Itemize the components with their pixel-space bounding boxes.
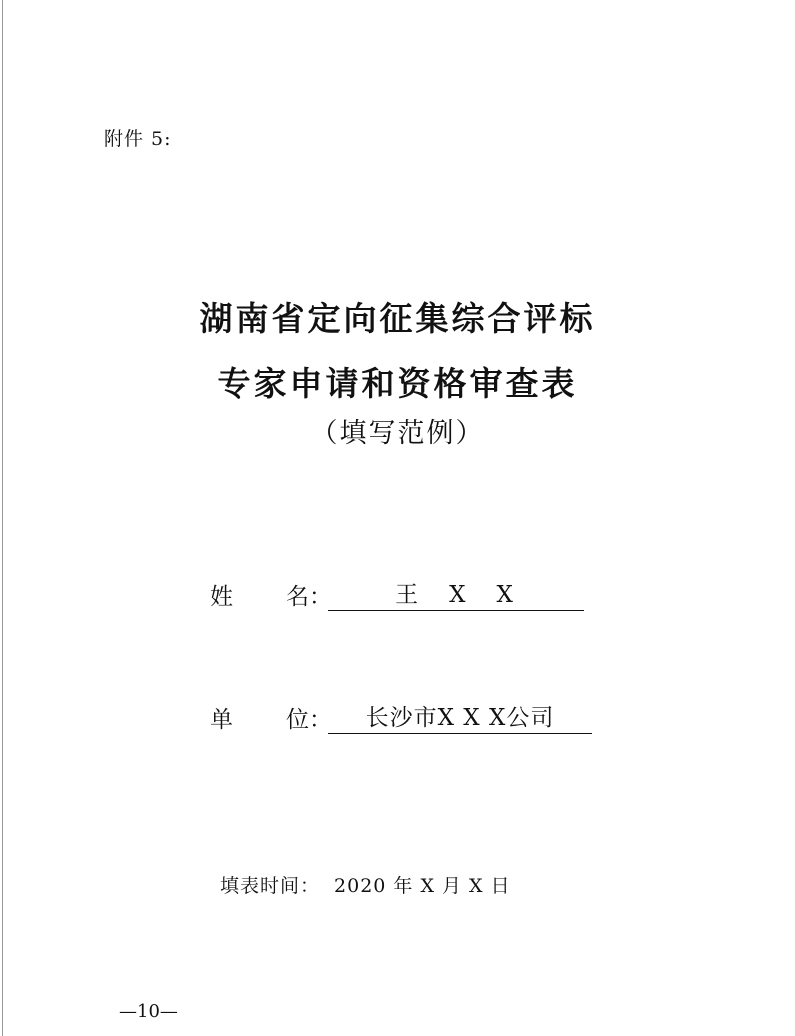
name-label-char1: 姓	[210, 584, 233, 610]
page-edge	[2, 0, 3, 1036]
name-field-value: 王 X X	[328, 581, 584, 611]
document-title-line2: 专家申请和资格审查表	[217, 364, 578, 403]
document-subtitle: （填写范例）	[310, 418, 485, 449]
name-field-label	[210, 578, 332, 611]
page-number: —10—	[119, 1001, 178, 1022]
unit-label-char1: 单	[210, 707, 233, 733]
unit-field-row	[210, 701, 592, 734]
fill-date-label: 填表时间：	[220, 875, 321, 897]
fill-date-value: 2020 年 X 月 X 日	[334, 875, 511, 897]
unit-field-label	[210, 701, 332, 734]
name-field-row	[210, 578, 584, 611]
unit-field-value: 长沙市X X X公司	[328, 704, 592, 734]
attachment-label: 附件 5:	[104, 128, 172, 150]
document-title-line1: 湖南省定向征集综合评标	[199, 299, 596, 338]
unit-label-char2: 位：	[286, 707, 332, 733]
fill-date-row	[220, 871, 511, 898]
name-label-char2: 名：	[286, 584, 332, 610]
